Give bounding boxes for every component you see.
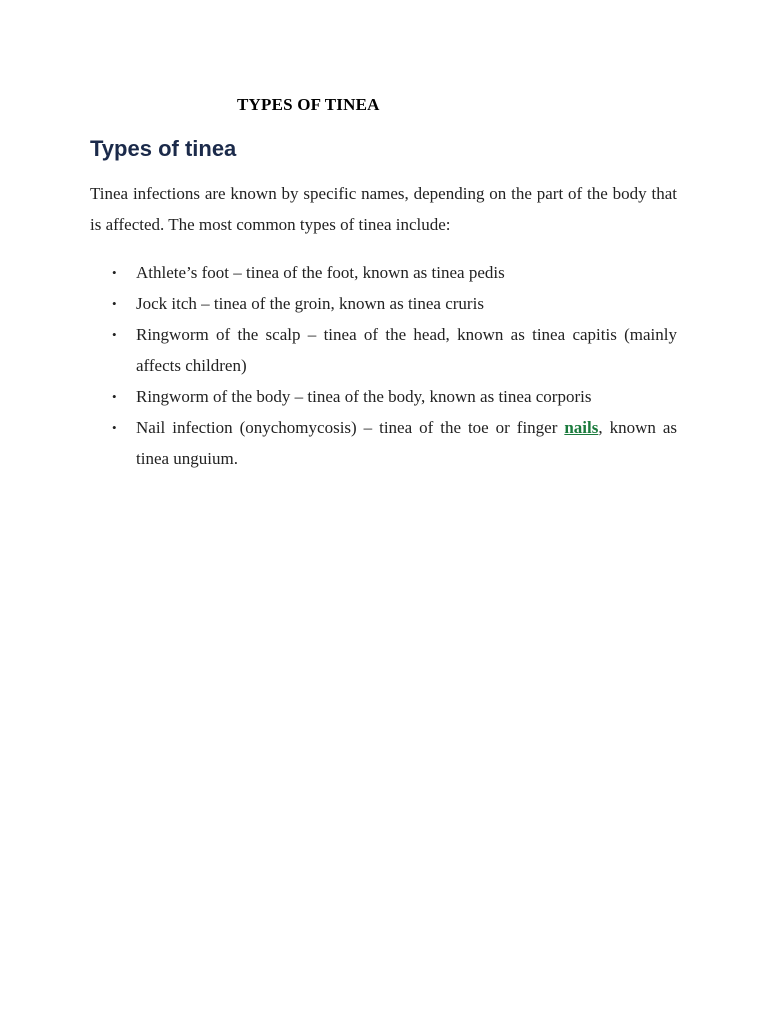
list-item	[112, 381, 677, 412]
list-item-text-after: , known as tinea unguium.	[136, 418, 677, 468]
list-item	[112, 257, 677, 288]
list-item	[112, 412, 677, 474]
tinea-types-list	[112, 257, 677, 474]
list-item	[112, 288, 677, 319]
bullet-icon: •	[112, 420, 117, 435]
bullet-icon: •	[112, 327, 117, 342]
document-title: TYPES OF TINEA	[237, 95, 380, 114]
list-item-text: Jock itch – tinea of the groin, known as tinea cruris	[136, 294, 484, 313]
list-item-text: Ringworm of the scalp – tinea of the head, known as tinea capitis (mainly affects children)	[136, 325, 677, 375]
intro-paragraph: Tinea infections are known by specific names, depending on the part of the body that is affected. The most common types of tinea include:	[90, 184, 677, 234]
section-heading: Types of tinea	[90, 136, 237, 161]
list-item	[112, 319, 677, 381]
list-item-text-before: Nail infection (onychomycosis) – tinea of the toe or finger	[136, 418, 565, 437]
list-item-text: Athlete’s foot – tinea of the foot, known as tinea pedis	[136, 263, 505, 282]
bullet-icon: •	[112, 389, 117, 404]
list-item-text: Ringworm of the body – tinea of the body, known as tinea corporis	[136, 387, 592, 406]
nails-link[interactable]: nails	[564, 418, 599, 437]
bullet-icon: •	[112, 296, 117, 311]
bullet-icon: •	[112, 265, 117, 280]
